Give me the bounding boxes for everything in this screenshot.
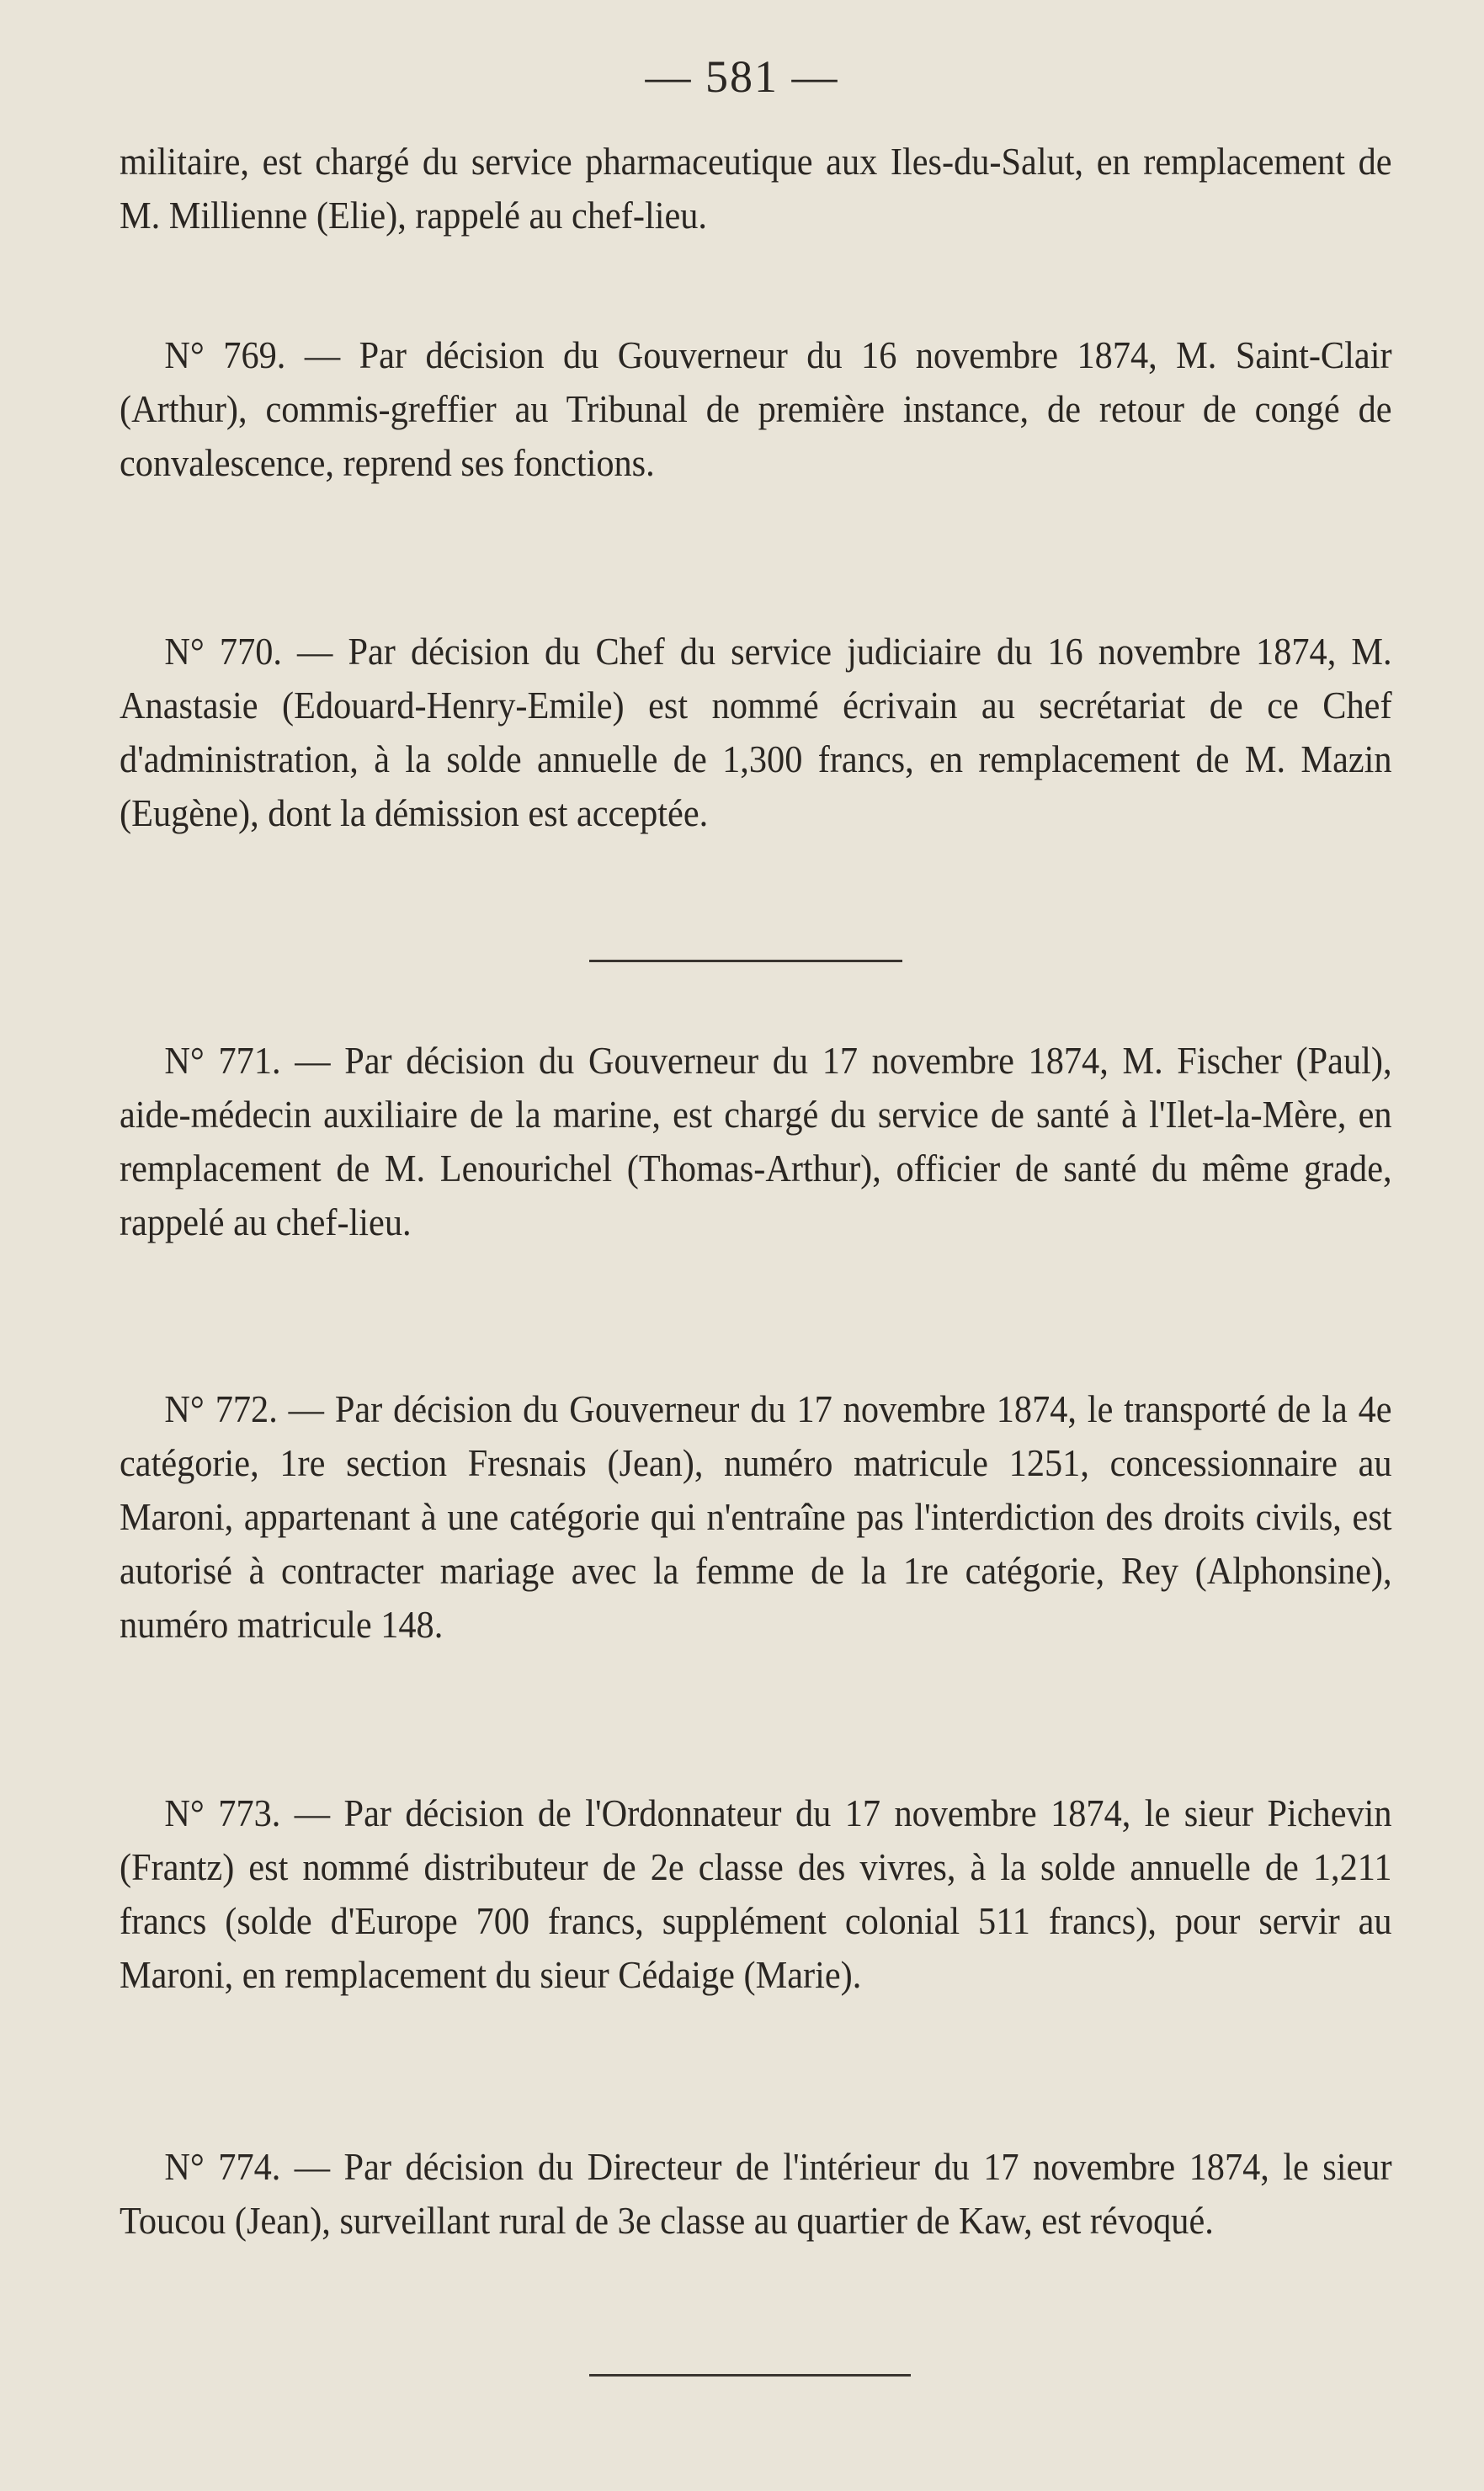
page-number: — 581 — (645, 51, 839, 102)
entry-paragraph: N° 769. — Par décision du Gouverneur du 16 novembre 1874, M. Saint-Clair (Arthur), commis-greffier au Tribunal de première instance, de retour de congé de convalescence, reprend ses fonctions. (120, 333, 1392, 484)
entry-773 (120, 1786, 1392, 2002)
end-divider (589, 2374, 911, 2377)
entry-769 (120, 328, 1392, 490)
continuation-paragraph: militaire, est chargé du service pharmaceutique aux Iles-du-Salut, en remplacement de M. Millienne (Elie), rappelé au chef-lieu. (120, 140, 1392, 237)
entry-770 (120, 625, 1392, 840)
entry-paragraph: N° 773. — Par décision de l'Ordonnateur du 17 novembre 1874, le sieur Pichevin (Frantz) est nommé distributeur de 2e classe des vivres, à la solde annuelle de 1,211 francs (solde d'Europe 700 francs, supplément colonial 511 francs), pour servir au Maroni, en remplacement du sieur Cédaige (Marie). (120, 1791, 1392, 1996)
entry-771 (120, 1034, 1392, 1249)
entry-paragraph: N° 772. — Par décision du Gouverneur du 17 novembre 1874, le transporté de la 4e catégorie, 1re section Fresnais (Jean), numéro matricule 1251, concessionnaire au Maroni, appartenant à une catégorie qui n'entraîne pas l'interdiction des droits civils, est autorisé à contracter mariage avec la femme de la 1re catégorie, Rey (Alphonsine), numéro matricule 148. (120, 1387, 1392, 1646)
entry-paragraph: N° 771. — Par décision du Gouverneur du 17 novembre 1874, M. Fischer (Paul), aide-médecin auxiliaire de la marine, est chargé du service de santé à l'Ilet-la-Mère, en remplacement de M. Lenourichel (Thomas-Arthur), officier de santé du même grade, rappelé au chef-lieu. (120, 1039, 1392, 1243)
continuation-block (120, 135, 1392, 242)
entry-774 (120, 2140, 1392, 2248)
section-divider (589, 960, 902, 962)
entry-772 (120, 1382, 1392, 1652)
entry-paragraph: N° 774. — Par décision du Directeur de l'intérieur du 17 novembre 1874, le sieur Toucou (Jean), surveillant rural de 3e classe au quartier de Kaw, est révoqué. (120, 2145, 1392, 2242)
entry-paragraph: N° 770. — Par décision du Chef du service judiciaire du 16 novembre 1874, M. Anastasie (Edouard-Henry-Emile) est nommé écrivain au secrétariat de ce Chef d'administration, à la solde annuelle de 1,300 francs, en remplacement de M. Mazin (Eugène), dont la démission est acceptée. (120, 630, 1392, 834)
